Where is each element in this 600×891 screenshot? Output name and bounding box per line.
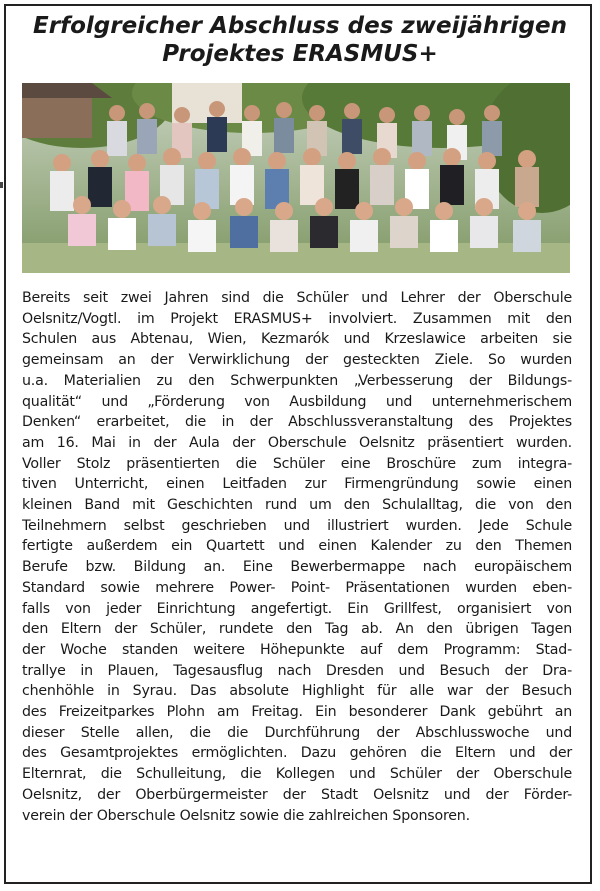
body-line: tiven Unterricht, einen Leitfaden zur Firmengründung sowie einen (22, 476, 572, 493)
body-line: Elternrat, die Schulleitung, die Kollegen und Schüler der Oberschule (22, 766, 572, 783)
body-line: chenhöhle in Syrau. Das absolute Highlight für alle war der Besuch (22, 683, 572, 700)
body-line: des Freizeitparkes Plohn am Freitag. Ein besonderer Dank gebührt an (22, 704, 572, 721)
article-title (0, 12, 600, 68)
body-line: den Eltern der Schüler, rundete den Tag ab. An den übrigen Tagen (22, 621, 572, 638)
article-title-line-2: Projektes ERASMUS+ (162, 41, 438, 67)
body-line: fertigte außerdem ein Quartett und einen Kalender zu den Themen (22, 538, 572, 555)
body-line: kleinen Band mit Geschichten rund um den Schulalltag, die von den (22, 497, 572, 514)
group-photo (22, 83, 570, 273)
body-line: Denken“ erarbeitet, die in der Abschlussveranstaltung des Projektes (22, 414, 572, 431)
body-line: qualität“ und „Förderung von Ausbildung und unternehmerischem (22, 393, 572, 410)
body-line: u.a. Materialien zu den Schwerpunkten „Verbesserung der Bildungs- (22, 372, 572, 389)
body-line: verein der Oberschule Oelsnitz sowie die zahlreichen Sponsoren. (22, 807, 470, 824)
article-body (22, 288, 572, 826)
body-line: Schulen aus Abtenau, Wien, Kezmarók und Krzeslawice arbeiten sie (22, 331, 572, 348)
body-line: Bereits seit zwei Jahren sind die Schüler und Lehrer der Oberschule (22, 290, 572, 306)
body-line: Berufe bzw. Bildung an. Eine Bewerbermappe nach europäischem (22, 559, 572, 576)
group-photo-illustration (22, 83, 570, 273)
body-line: Standard sowie mehrere Power- Point- Präsentationen wurden eben- (22, 579, 572, 596)
body-line: der Woche standen weitere Höhepunkte auf dem Programm: Stad- (22, 641, 572, 658)
body-line: Oelsnitz/Vogtl. im Projekt ERASMUS+ involviert. Zusammen mit den (22, 310, 572, 327)
body-line: am 16. Mai in der Aula der Oberschule Oelsnitz präsentiert wurden. (22, 434, 572, 451)
body-line: Teilnehmern selbst geschrieben und illustriert wurden. Jede Schule (22, 517, 572, 534)
body-line: trallye in Plauen, Tagesausflug nach Dresden und Besuch der Dra- (22, 662, 572, 679)
body-line: Oelsnitz, der Oberbürgermeister der Stadt Oelsnitz und der Förder- (22, 786, 572, 803)
body-line: dieser Stelle allen, die die Durchführung der Abschlusswoche und (22, 724, 572, 741)
body-line: Voller Stolz präsentierten die Schüler eine Broschüre zum integra- (22, 455, 572, 472)
body-line: des Gesamtprojektes ermöglichten. Dazu gehören die Eltern und der (22, 745, 572, 762)
body-line: falls von jeder Einrichtung angefertigt. Ein Grillfest, organisiert von (22, 600, 572, 617)
edge-mark (0, 182, 3, 188)
article-title-line-1: Erfolgreicher Abschluss des zweijährigen (33, 13, 567, 39)
body-line: gemeinsam an der Verwirklichung der gesteckten Ziele. So wurden (22, 352, 572, 369)
